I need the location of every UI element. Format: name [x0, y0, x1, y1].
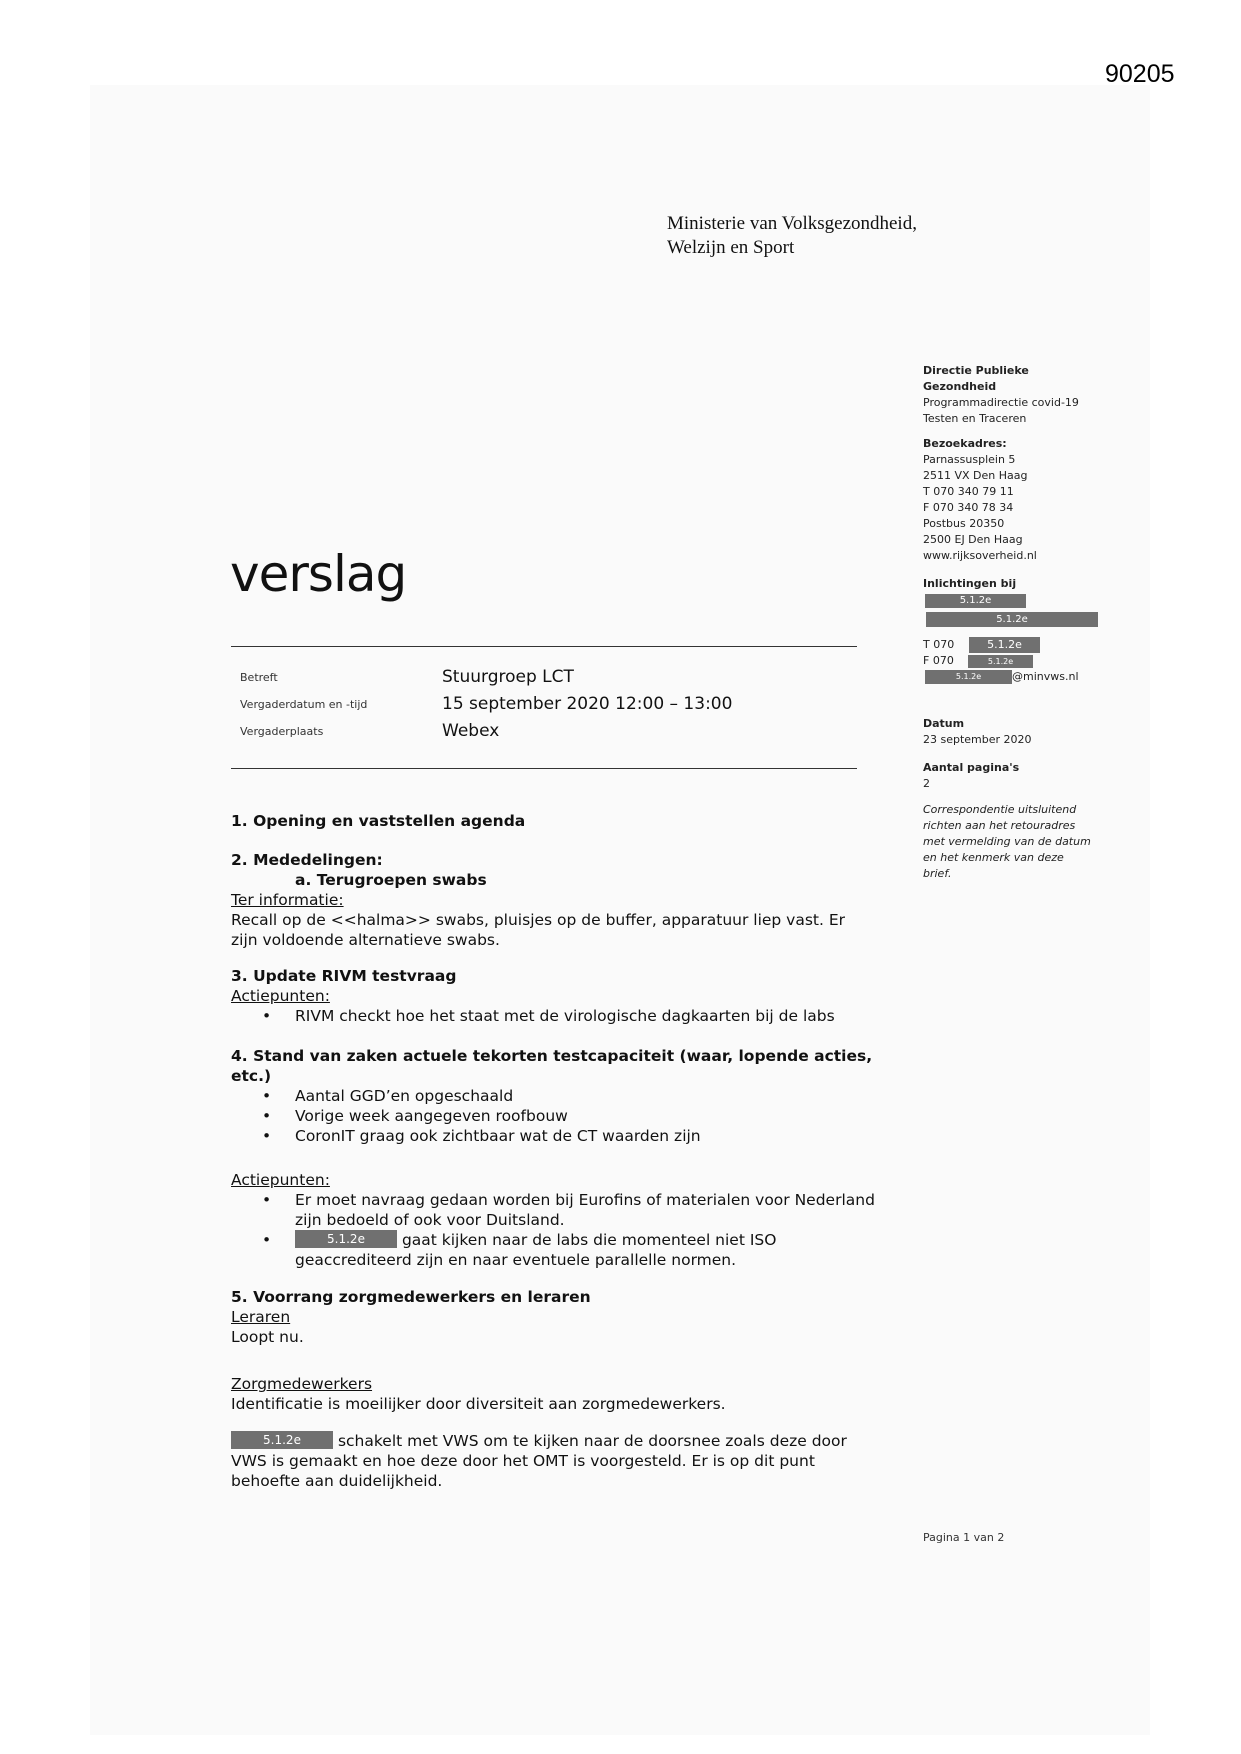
sidebar-note [923, 802, 1091, 882]
redaction-box: 5.1.2e [925, 594, 1026, 608]
list-item [231, 1086, 911, 1106]
redaction-box: 5.1.2e [231, 1431, 333, 1449]
phone: T 070 340 79 11 [923, 485, 1014, 498]
section-5 [231, 1287, 911, 1347]
pages-value: 2 [923, 777, 930, 790]
subject-value: Stuurgroep LCT [442, 667, 574, 687]
section-4 [231, 1046, 911, 1146]
date-value: 23 september 2020 [923, 733, 1032, 746]
section-3 [231, 966, 911, 1026]
redaction-box: 5.1.2e [969, 637, 1040, 653]
datetime-value: 15 september 2020 12:00 – 13:00 [442, 694, 733, 714]
postbox: Postbus 20350 [923, 517, 1005, 530]
street: Parnassusplein 5 [923, 453, 1016, 466]
divider [231, 646, 857, 647]
teachers-label: Leraren [231, 1308, 291, 1326]
section-2-line-2: zijn voldoende alternatieve swabs. [231, 931, 500, 949]
list-item-continuation: zijn bedoeld of ook voor Duitsland. [295, 1211, 565, 1229]
bullet: • [262, 1007, 272, 1025]
section-3-title: 3. Update RIVM testvraag [231, 967, 457, 985]
meta-subject [240, 667, 860, 693]
bullet: • [262, 1087, 272, 1105]
section-4-title-line-2: etc.) [231, 1067, 272, 1085]
ministry-line-1: Ministerie van Volksgezondheid, [667, 213, 917, 234]
note-line-1: Correspondentie uitsluitend [923, 803, 1077, 816]
section-1-title: 1. Opening en vaststellen agenda [231, 812, 526, 830]
note-line-4: en het kenmerk van deze [923, 851, 1064, 864]
section-1 [231, 811, 911, 831]
website: www.rijksoverheid.nl [923, 549, 1037, 562]
paragraph-line-3: behoefte aan duidelijkheid. [231, 1472, 443, 1490]
section-4-title-line-1: 4. Stand van zaken actuele tekorten testcapaciteit (waar, lopende acties, [231, 1047, 873, 1065]
paragraph-line-1 [231, 1431, 911, 1451]
ministry-line-2: Welzijn en Sport [667, 237, 795, 258]
datetime-label: Vergaderdatum en -tijd [240, 698, 368, 711]
section-2-label: Ter informatie: [231, 891, 344, 909]
section-2-subtitle: a. Terugroepen swabs [295, 871, 487, 889]
sidebar-pages [923, 760, 1019, 792]
note-line-3: met vermelding van de datum [923, 835, 1091, 848]
note-line-2: richten aan het retouradres [923, 819, 1076, 832]
info-heading-text: Inlichtingen bij [923, 577, 1017, 590]
list-item [231, 1006, 911, 1026]
fax: F 070 340 78 34 [923, 501, 1014, 514]
page-footer: Pagina 1 van 2 [923, 1531, 1005, 1544]
list-item-text: Aantal GGD’en opgeschaald [295, 1087, 514, 1105]
section-4-actions-label: Actiepunten: [231, 1171, 330, 1189]
visit-heading: Bezoekadres: [923, 437, 1007, 450]
list-item-text: RIVM checkt hoe het staat met de virologische dagkaarten bij de labs [295, 1007, 835, 1025]
document-title: verslag [230, 545, 407, 603]
bullet: • [262, 1191, 272, 1209]
ministry-logo-text [667, 212, 917, 260]
section-2-line-1: Recall op de <<halma>> swabs, pluisjes op de buffer, apparatuur liep vast. Er [231, 911, 846, 929]
paragraph-line-1-text: schakelt met VWS om te kijken naar de doorsnee zoals deze door [337, 1432, 847, 1450]
bullet: • [262, 1107, 272, 1125]
place-label: Vergaderplaats [240, 725, 324, 738]
section-5-paragraph [231, 1431, 911, 1491]
sidebar-address [923, 436, 1037, 564]
meta-place [240, 721, 860, 747]
t-prefix: T 070 [923, 638, 955, 651]
f-prefix: F 070 [923, 654, 954, 667]
sidebar-fax-redacted [923, 653, 954, 669]
dept-line-2: Gezondheid [923, 380, 997, 393]
section-4-actions [231, 1170, 911, 1270]
list-item-text: Er moet navraag gedaan worden bij Eurofins of materialen voor Nederland [295, 1191, 875, 1209]
meta-datetime [240, 694, 860, 720]
care-label: Zorgmedewerkers [231, 1375, 373, 1393]
divider [231, 768, 857, 769]
paragraph-line-2: VWS is gemaakt en hoe deze door het OMT is voorgesteld. Er is op dit punt [231, 1452, 815, 1470]
info-heading [923, 576, 1016, 592]
city: 2511 VX Den Haag [923, 469, 1028, 482]
list-item-continuation: geaccrediteerd zijn en naar eventuele parallelle normen. [295, 1251, 737, 1269]
list-item [231, 1230, 911, 1250]
postcity: 2500 EJ Den Haag [923, 533, 1023, 546]
care-text: Identificatie is moeilijker door diversiteit aan zorgmedewerkers. [231, 1395, 726, 1413]
redaction-box: 5.1.2e [925, 670, 1012, 684]
redaction-box: 5.1.2e [295, 1230, 397, 1248]
list-item [231, 1106, 911, 1126]
email-suffix: @minvws.nl [1012, 670, 1079, 683]
sidebar-department [923, 363, 1079, 427]
bullet: • [262, 1127, 272, 1145]
bullet: • [262, 1231, 272, 1249]
list-item-text: CoronIT graag ook zichtbaar wat de CT waarden zijn [295, 1127, 701, 1145]
section-2-title: 2. Mededelingen: [231, 851, 383, 869]
unit-line: Testen en Traceren [923, 412, 1027, 425]
section-3-label: Actiepunten: [231, 987, 330, 1005]
section-5-care [231, 1374, 911, 1414]
section-5-title: 5. Voorrang zorgmedewerkers en leraren [231, 1288, 591, 1306]
date-heading: Datum [923, 717, 965, 730]
list-item-text: gaat kijken naar de labs die momenteel niet ISO [401, 1231, 777, 1249]
list-item-text: Vorige week aangegeven roofbouw [295, 1107, 568, 1125]
section-2 [231, 850, 911, 950]
pages-heading: Aantal pagina's [923, 761, 1020, 774]
sidebar-phone-redacted [923, 637, 954, 653]
sidebar-date [923, 716, 1032, 748]
teachers-text: Loopt nu. [231, 1328, 304, 1346]
redaction-box: 5.1.2e [968, 655, 1033, 668]
document-number: 90205 [1105, 60, 1175, 88]
redaction-box: 5.1.2e [926, 612, 1098, 627]
program-line: Programmadirectie covid-19 [923, 396, 1079, 409]
subject-label: Betreft [240, 671, 278, 684]
dept-line-1: Directie Publieke [923, 364, 1029, 377]
list-item [231, 1126, 911, 1146]
place-value: Webex [442, 721, 500, 741]
list-item [231, 1190, 911, 1210]
note-line-5: brief. [923, 867, 952, 880]
